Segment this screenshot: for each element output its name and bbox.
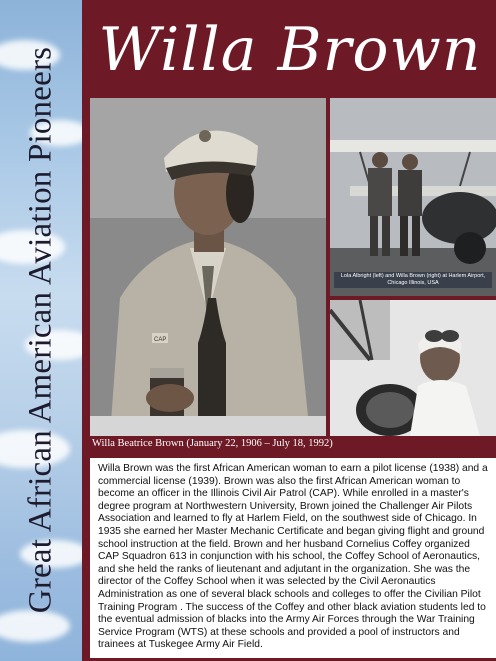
portrait-photo <box>90 98 326 436</box>
cap-badge-text: CAP <box>154 337 167 343</box>
pilots-illustration <box>330 98 496 296</box>
side-title: Great African American Aviation Pioneers <box>22 46 59 614</box>
portrait-illustration <box>90 98 326 436</box>
biography-text: Willa Brown was the first African American woman to earn a pilot license (1938) and a commercial license (1939). Brown was also the first African American woman to become an officer in the Illinois Civil Air Patrol (CAP). While enrolled in a master's degree program at Northwestern University, Brown joined the Challenger Air Pilots Association and learned to fly at Harlem Field, on the southwest side of Chicago. In 1935 she earned her Master Mechanic Certificate and began giving flight and ground school instruction at the field. Brown and her husband Cornelius Coffey organized CAP Squadron 613 in conjunction with his school, the Coffey School of Aeronautics, and she held the ranks of lieutenant and adjutant in the organization. She was the director of the Coffey School when it was selected by the Civil Aeronautics Administration as one of several black schools and colleges to offer the Civilian Pilot Training Program . The success of the Coffey and other black aviation students led to the eventual admission of blacks into the Army Air Forces through the War Training Service Program (WTS) at these schools and provided a pool of instructors and trainees at Tuskegee Army Air Field. <box>90 458 496 658</box>
photo-caption-top-right: Lola Albright (left) and Willa Brown (right) at Harlem Airport, Chicago Illinois, USA <box>334 272 492 288</box>
portrait-caption: Willa Beatrice Brown (January 22, 1906 – July 18, 1992) <box>92 438 333 449</box>
pilot-in-cockpit-photo <box>330 300 496 436</box>
cockpit-illustration <box>330 300 496 436</box>
cloud-shape <box>0 610 70 642</box>
page-title: Willa Brown <box>98 15 482 85</box>
sky-side-band <box>0 0 82 661</box>
pilots-with-plane-photo <box>330 98 496 296</box>
